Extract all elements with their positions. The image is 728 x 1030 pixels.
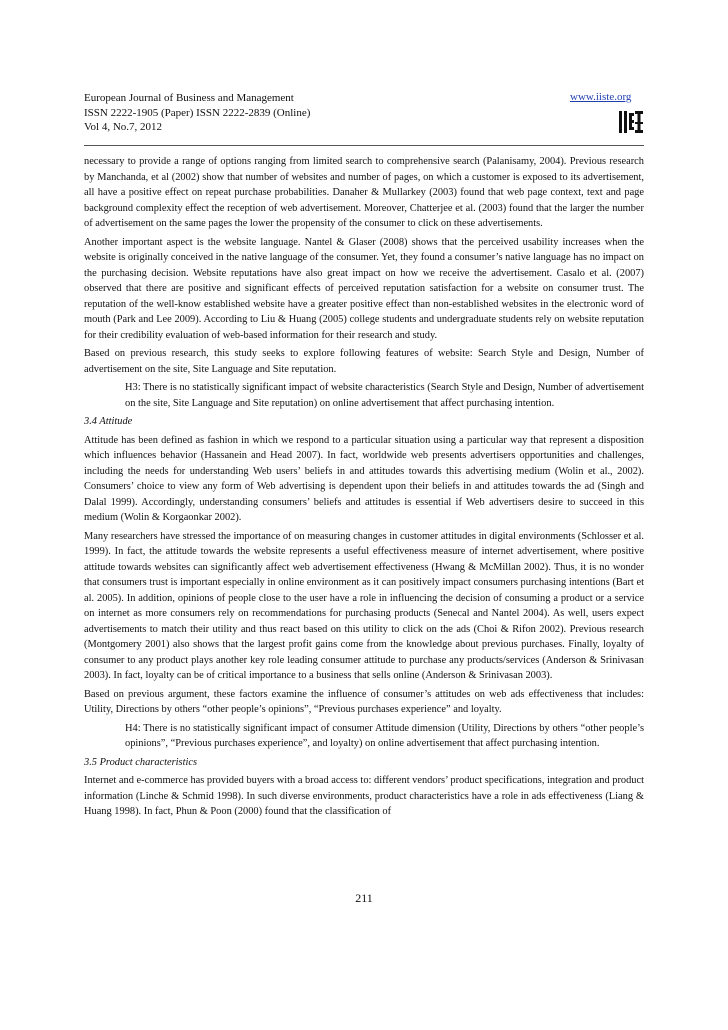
paragraph: Internet and e-commerce has provided buyers with a broad access to: different vendors’ product specifications, integration and product information (Linche & Schmid 1998). In such diverse environments, product characteristics have a role in ads effectiveness (Liang & Huang 1998). In fact, Phun & Poon (2000) found that the classification of: [84, 775, 644, 817]
paragraph: Based on previous argument, these factors examine the influence of consumer’s attitudes on web ads effectiveness that includes: Utility, Directions by others “other people’s opinions”, “Previous purchases experience” and loyalty.: [84, 688, 644, 715]
paragraph: Another important aspect is the website language. Nantel & Glaser (2008) shows that the perceived usability increases when the website is originally conceived in the native language of the consumer. Yet, they found a consumer’s native language has no impact on the purchasing decision. Website reputations have also great impact on how we receive the advertisement. Casalo et al. (2007) observed that there are positive and significant effects of perceived reputation satisfaction for a website on consumer trust. The reputation of the well-know established website have a greater positive effect than non-established websites in the electronic word of mouth (Park and Lee 2009). According to Liu & Huang (2005) college students and undergraduate students rely on website reputation for their credibility evaluation of web-based information for their research and study.: [84, 236, 644, 341]
journal-website-link[interactable]: www.iiste.org: [570, 91, 632, 103]
issn-line: ISSN 2222-1905 (Paper) ISSN 2222-2839 (Online): [84, 106, 311, 119]
hypothesis-h4: H4: There is no statistically significant impact of consumer Attitude dimension (Utility, Directions by others “other people’s opinions”, “Previous purchases experience”, and loyalty) on online advertisement that affect purchasing intention.: [125, 722, 644, 749]
iiste-logo-icon: [618, 109, 644, 135]
paragraph: Attitude has been defined as fashion in which we respond to a particular situation using a particular way that represent a disposition which influences behavior (Hassanein and Head 2007). In fact, worldwide web presents advertisers opportunities and challenges, including the needs for understanding Web users’ beliefs in and attitudes towards this advertising medium (Wolin et al., 2002). Consumers’ choice to view any form of Web advertising is dependent upon their beliefs in and attitudes towards the ad (Singh and Dalal 1999). Accordingly, understanding consumers’ beliefs and attitudes is essential if Web advertisers desire to succeed in this medium (Wolin & Korgaonkar 2002).: [84, 434, 644, 523]
section-heading-product-characteristics: 3.5 Product characteristics: [84, 756, 198, 768]
page-number: 211: [355, 891, 373, 905]
paragraph: necessary to provide a range of options ranging from limited search to comprehensive search (Palanisamy, 2004). Previous research by Manchanda, et al (2002) show that number of websites and number of pages, on which a customer is exposed to its advertisement, all have a positive effect on repeat purchase probabilities. Danaher & Mullarkey (2003) found that web page context, text and page background complexity effect the reception of web advertisement. Moreover, Chatterjee et al. (2003) found that the larger the number of advertisement on the same pages the lower the propensity of the consumer to click on these advertisements.: [84, 156, 644, 229]
journal-title: European Journal of Business and Management: [84, 92, 294, 104]
hypothesis-h3: H3: There is no statistically significant impact of website characteristics (Search Style and Design, Number of advertisement on the site, Site Language and Site reputation) on online advertisement that affect purchasing intention.: [125, 382, 644, 409]
paragraph: Many researchers have stressed the importance of on measuring changes in customer attitudes in digital environments (Schlosser et al. 1999). In fact, the attitude towards the website represents a useful effectiveness measure of internet advertisement, where positive attitude towards websites can significantly affect web advertisement effectiveness (Hwang & McMillan 2002). Thus, it is no wonder that consumers trust is important especially in online environment as it can positively impact consumers purchasing intentions (Bart et al. 2005). In addition, opinions of people close to the user have a role in influencing the decision of consuming a product or a service on internet as more consumers rely on recommendations for purchasing products (Senecal and Nantel 2004). As well, users expect advertisements to match their utility and thus react based on this utility to click on the ads (Choi & Rifon 2002). Previous research (Montgomery 2001) also shows that the largest profit gains come from the knowledge about previous purchases. Finally, loyalty of consumer to any product plays another key role leading consumer attitude to purchase any products/services (Anderson & Srinivasan 2003). In fact, loyalty can be of critical importance to a business that sells online (Anderson & Srinivasan 2003).: [84, 530, 644, 681]
article-body: [84, 154, 644, 823]
section-heading-attitude: 3.4 Attitude: [84, 416, 133, 427]
paragraph: Based on previous research, this study seeks to explore following features of website: Search Style and Design, Number of advertisement on the site, Site Language and Site reputation.: [84, 348, 644, 375]
header-divider: [84, 145, 644, 146]
page-header: [84, 91, 644, 135]
volume-line: Vol 4, No.7, 2012: [84, 121, 163, 134]
